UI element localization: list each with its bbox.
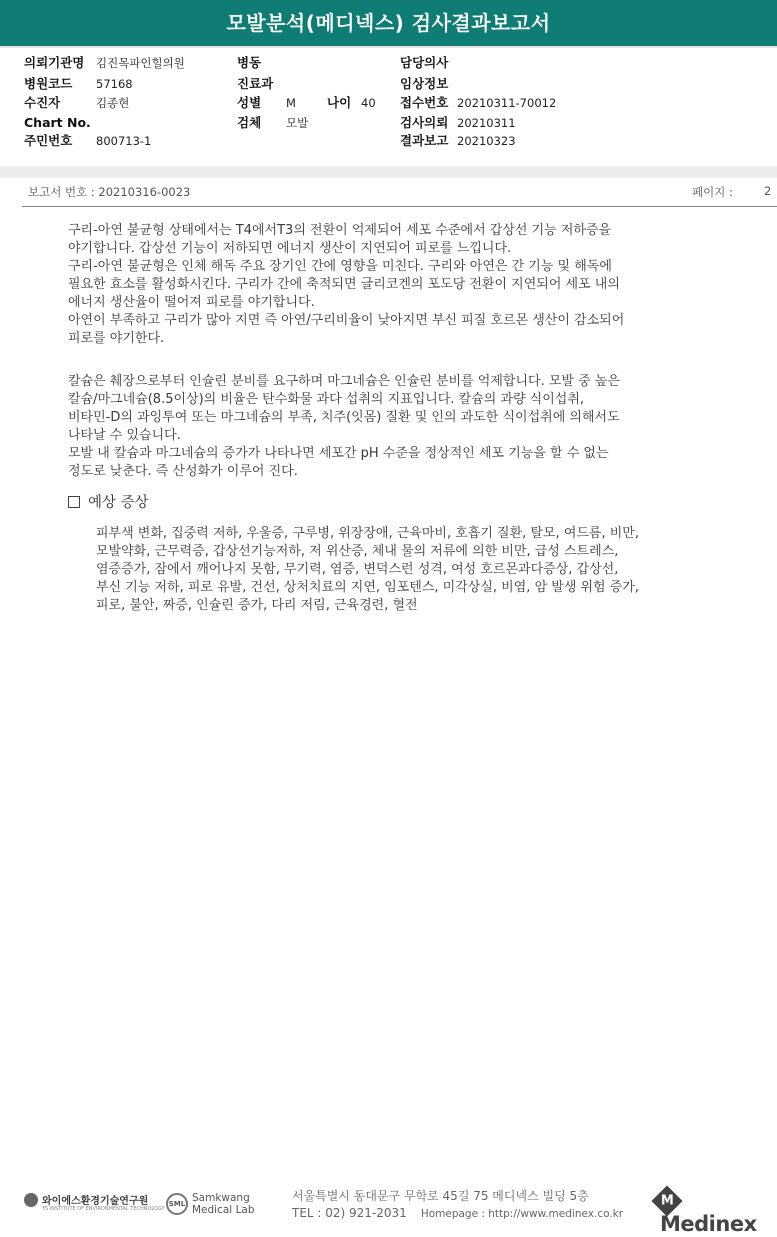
samkwang-line1: Samkwang <box>192 1192 250 1204</box>
paragraph-line: 비타민-D의 과잉투여 또는 마그네슘의 부족, 치주(잇몸) 질환 및 인의 과도한 식이섭취에 의해서도 <box>68 410 620 425</box>
paragraph-line: 칼슘은 췌장으로부터 인슐린 분비를 요구하며 마그네슘은 인슐린 분비를 억제합니다. 모발 중 높은 <box>68 374 620 389</box>
request-date-label: 검사의뢰 <box>400 115 449 130</box>
resident-no-value: 800713-1 <box>96 134 152 148</box>
paragraph-line: 구리-아연 불균형 상태에서는 T4에서T3의 전환이 억제되어 세포 수준에서 갑상선 기능 저하증을 <box>68 223 612 238</box>
patient-info <box>0 52 777 165</box>
hospital-code-value: 57168 <box>96 77 133 91</box>
ys-logo-icon <box>24 1193 38 1207</box>
footer-tel: TEL : 02) 921-2031 <box>292 1206 407 1220</box>
department-label: 진료과 <box>237 76 274 91</box>
info-row-3 <box>0 94 777 112</box>
section-heading <box>68 491 149 512</box>
sex-value: M <box>286 96 296 110</box>
request-date-value: 20210311 <box>457 116 516 130</box>
institution-label: 의뢰기관명 <box>24 55 85 70</box>
samkwang-line2: Medical Lab <box>192 1204 255 1216</box>
report-date-value: 20210323 <box>457 134 516 148</box>
symptom-list <box>96 525 746 615</box>
symptom-line: 피로, 불안, 짜증, 인슐린 증가, 다리 저림, 근육경련, 혈전 <box>96 598 418 613</box>
paragraph-line: 에너지 생산율이 떨어져 피로를 야기합니다. <box>68 295 315 310</box>
paragraph-line: 필요한 효소를 활성화시킨다. 구리가 간에 축적되면 글리코겐의 포도당 전환이 지연되어 세포 내의 <box>68 277 620 292</box>
hospital-code-label: 병원코드 <box>24 76 73 91</box>
paragraph-line: 칼슘/마그네슘(8.5이상)의 비율은 탄수화물 과다 섭취의 지표입니다. 칼슘의 과량 식이섭취, <box>68 392 585 407</box>
medinex-logo <box>656 1190 777 1236</box>
paragraph-line: 아연이 부족하고 구리가 많아 지면 즉 아연/구리비율이 낮아지면 부신 피질 호르몬 생산이 감소되어 <box>68 313 625 328</box>
page-label: 페이지 : <box>692 185 733 199</box>
examinee-label: 수진자 <box>24 95 61 110</box>
receipt-no-value: 20210311-70012 <box>457 96 557 110</box>
sex-label: 성별 <box>237 95 262 110</box>
paragraph-line: 정도로 낮춘다. 즉 산성화가 이루어 진다. <box>68 464 298 479</box>
paragraph-line: 모발 내 칼슘과 마그네슘의 증가가 나타나면 세포간 pH 수준을 정상적인 세포 기능을 할 수 없는 <box>68 446 609 461</box>
medinex-wordmark: Medinex <box>660 1212 757 1236</box>
info-row-1 <box>0 54 777 72</box>
paragraph-line: 나타날 수 있습니다. <box>68 428 181 443</box>
footer <box>0 1170 777 1237</box>
samkwang-logo-text <box>192 1192 255 1216</box>
paragraph-copper-zinc <box>68 222 746 348</box>
info-row-5 <box>0 132 777 150</box>
symptom-line: 부신 기능 저하, 피로 유발, 건선, 상처치료의 지연, 임포텐스, 미각상실, 비염, 암 발생 위험 증가, <box>96 580 639 595</box>
sml-logo-icon: SML <box>166 1193 188 1215</box>
footer-address: 서울특별시 동대문구 무학로 45길 75 메디넥스 빌딩 5층 <box>292 1189 589 1203</box>
title-bar <box>0 0 777 48</box>
info-row-4 <box>0 114 777 132</box>
examinee-value: 김종현 <box>96 96 130 110</box>
checkbox-square-icon <box>68 496 80 508</box>
receipt-no-label: 접수번호 <box>400 95 449 110</box>
institution-value: 김진목파인힐의원 <box>96 56 185 70</box>
symptom-line: 염증증가, 잠에서 깨어나지 못함, 무기력, 염증, 변덕스런 성격, 여성 호르몬과다증상, 갑상선, <box>96 562 619 577</box>
ys-logo-name: 와이에스환경기술연구원 <box>42 1196 149 1207</box>
paragraph-line: 구리-아연 불균형은 인체 해독 주요 장기인 간에 영향을 미친다. 구리와 아연은 간 기능 및 해독에 <box>68 259 612 274</box>
symptom-line: 모발약화, 근무력증, 갑상선기능저하, 저 위산증, 체내 물의 저류에 의한 비만, 급성 스트레스, <box>96 544 619 559</box>
report-title: 모발분석(메디넥스) 검사결과보고서 <box>226 11 551 35</box>
clinical-info-label: 임상정보 <box>400 76 449 91</box>
resident-no-label: 주민번호 <box>24 133 73 148</box>
samkwang-logo <box>166 1192 255 1216</box>
age-label: 나이 <box>327 95 352 110</box>
paragraph-calcium-magnesium <box>68 373 746 481</box>
ys-logo-subtitle: YS INSTITUTE OF ENVIRONMENTAL TECHNOLOGY <box>42 1206 165 1212</box>
age-value: 40 <box>361 96 376 110</box>
ys-institute-logo <box>24 1192 165 1212</box>
ward-label: 병동 <box>237 55 262 70</box>
medinex-logo-mark: M <box>660 1193 674 1208</box>
separator-band <box>0 166 777 178</box>
symptom-line: 피부색 변화, 집중력 저하, 우울증, 구루병, 위장장애, 근육마비, 호흡기 질환, 탈모, 여드름, 비만, <box>96 526 639 541</box>
specimen-label: 검체 <box>237 115 262 130</box>
paragraph-line: 야기합니다. 갑상선 기능이 저하되면 에너지 생산이 지연되어 피로를 느낍니다. <box>68 241 512 256</box>
footer-homepage: Homepage : http://www.medinex.co.kr <box>420 1208 624 1220</box>
specimen-value: 모발 <box>286 116 309 130</box>
report-number: 보고서 번호 : 20210316-0023 <box>28 185 191 199</box>
chart-no-label: Chart No. <box>24 115 91 130</box>
info-row-2 <box>0 75 777 93</box>
header-rule <box>22 206 777 207</box>
doctor-label: 담당의사 <box>400 55 449 70</box>
section-title: 예상 증상 <box>88 495 149 511</box>
paragraph-line: 피로를 야기한다. <box>68 331 165 346</box>
report-date-label: 결과보고 <box>400 133 449 148</box>
page-number: 2 <box>764 184 772 198</box>
footer-address-block <box>292 1188 623 1223</box>
